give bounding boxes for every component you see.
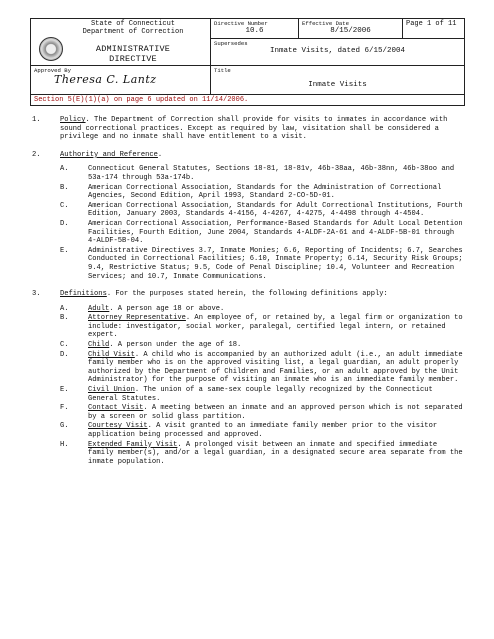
definition-item: F. Contact Visit. A meeting between an inmate and an approved person which is not separated by a screen or solid glass partition. xyxy=(60,404,463,421)
approved-by-cell xyxy=(31,66,211,95)
list-item: D. American Correctional Association, Performance-Based Standards for Adult Local Detention Facilities, Fourth Edition, June 2004, Standards 4-ALDF-2A-61 and 4-ALDF-5B-01 through 4-ALDF-5B-04. xyxy=(60,219,463,246)
state-name: State of Connecticut xyxy=(90,20,175,28)
definition-item: C. Child. A person under the age of 18. xyxy=(60,341,242,350)
directive-header xyxy=(30,18,465,106)
agency-cell xyxy=(31,19,211,66)
supersedes-label: Supersedes xyxy=(214,40,248,47)
directive-page xyxy=(30,18,464,475)
directive-body xyxy=(30,116,464,466)
effective-date-cell xyxy=(299,19,403,39)
directive-title: Inmate Visits xyxy=(308,81,367,89)
section-policy xyxy=(30,116,464,142)
supersedes-value: Inmate Visits, dated 6/15/2004 xyxy=(269,47,406,55)
directive-number-cell xyxy=(211,19,299,39)
definition-item: D. Child Visit. A child who is accompanied by an authorized adult (i.e., an adult immediate family member who is on the approved visiting list, a legal guardian, an adult properly authorized by the Department of Children and Families, or an adult approved by the Unit Administrator) for the purpose of visiting an inmate who is an immediate family member. xyxy=(60,350,463,385)
section-heading: Authority and Reference xyxy=(60,150,158,159)
definition-item: G. Courtesy Visit. A visit granted to an immediate family member prior to the visitor application being processed and approved. xyxy=(60,422,438,439)
admin-directive-title: ADMINISTRATIVE DIRECTIVE xyxy=(95,44,171,64)
section-number: 2. xyxy=(32,150,41,159)
directive-number-label: Directive Number xyxy=(214,20,268,27)
definition-item: A. Adult. A person age 18 or above. xyxy=(60,304,225,313)
supersedes-cell xyxy=(211,39,465,66)
section-heading: Definitions xyxy=(60,290,107,299)
section-number: 3. xyxy=(32,290,41,299)
effective-date-label: Effective Date xyxy=(302,20,349,27)
section-authority: 2. Authority and Reference. A. Connecticut General Statutes, Sections 18-81, 18-81v, 46b-38aa, 46b-38nn, 46b-38oo and 53a-174 through 53a-174b. B. American Correctional Association, Standards for the Administration of Correctional Agencies, Second Edition, April 1993, Standard 2-CO-5D-01. C. American Correctional Association, Standards for Adult Correctional Institutions, Fourth Edition, January 2003, Standards 4-4156, 4-4267, 4-4275, 4-4498 through 4-4504. D. American Correctional Association, Performance-Based Standards for Adult Local Detention Facilities, Fourth Edition, June 2004, Standards 4-ALDF-2A-61 and 4-ALDF-5B-01 through 4-ALDF-5B-04. E. Administrative Directives 3.7, Inmate Monies; 6.6, Reporting of Incidents; 6.7, Searches Conducted in Correctional Facilities; 6.10, Inmate Property; 6.14, Security Risk Groups; 9.4, Restrictive Status; 9.5, Code of Penal Discipline; 10.4, Volunteer and Recreation Services; and 10.7, Inmate Communications. xyxy=(32,150,463,281)
definition-item: B. Attorney Representative. An employee of, or retained by, a legal firm or organization to include: investigator, social worker, paralegal, certified legal intern, or retained expert. xyxy=(60,314,463,340)
update-notice: Section 5(E)(1)(a) on page 6 updated on 11/14/2006. xyxy=(31,95,465,106)
list-item: B. American Correctional Association, Standards for the Administration of Correctional Agencies, Second Edition, April 1993, Standard 2-CO-5D-01. xyxy=(60,183,442,201)
effective-date: 8/15/2006 xyxy=(330,27,371,35)
section-number: 1. xyxy=(32,116,41,124)
definition-item: H. Extended Family Visit. A prolonged visit between an inmate and specified immediate family member(s), and/or a legal guardian, in a designated secure area separate from the inmate population. xyxy=(60,440,463,466)
state-seal-icon xyxy=(39,37,63,61)
definition-item: E. Civil Union. The union of a same-sex couple legally recognized by the Connecticut General Statutes. xyxy=(60,386,433,403)
section-heading: Policy xyxy=(60,116,86,124)
section-definitions: 3. Definitions. For the purposes stated herein, the following definitions apply: A. Adult. A person age 18 or above. B. Attorney Representative. An employee of, or retained by, a legal firm or organization to include: investigator, social worker, paralegal, certified legal intern, or retained expert. C. Child. A person under the age of 18. D. Child Visit. A child who is accompanied by an authorized adult (i.e., an adult immediate family member who is on the approved visiting list, a legal guardian, an adult properly authorized by the Department of Children and Families, or an adult approved by the Unit Administrator) for the purpose of visiting an inmate who is an immediate family member. E. Civil Union. The union of a same-sex couple legally recognized by the Connecticut General Statutes. F. Contact Visit. A meeting between an inmate and an approved person which is not separated by a screen or solid glass partition. G. Courtesy Visit. A visit granted to an immediate family member prior to the visitor application being processed and approved. H. Extended Family Visit. A prolonged visit between an inmate and specified immediate family member(s), and/or a legal guardian, in a designated secure area separate from the inmate population. xyxy=(32,290,463,466)
list-item: E. Administrative Directives 3.7, Inmate Monies; 6.6, Reporting of Incidents; 6.7, Searches Conducted in Correctional Facilities; 6.10, Inmate Property; 6.14, Security Risk Groups; 9.4, Restrictive Status; 9.5, Code of Penal Discipline; 10.4, Volunteer and Recreation Services; and 10.7, Inmate Communications. xyxy=(60,246,463,281)
signature: Theresa C. Lantz xyxy=(54,73,157,86)
directive-number: 10.6 xyxy=(245,27,264,35)
list-item: C. American Correctional Association, Standards for Adult Correctional Institutions, Fourth Edition, January 2003, Standards 4-4156, 4-4267, 4-4275, 4-4498 through 4-4504. xyxy=(60,201,463,219)
section-text: . The Department of Correction shall provide for visits to inmates in accordance with sound correctional practices. Except as required by law, visitation shall be considered a privilege and no inmate shall have entitlement to a visit. xyxy=(60,116,448,142)
approved-by-label: Approved By xyxy=(34,67,71,74)
page-number: Page 1 of 11 xyxy=(406,20,457,28)
page-number-cell xyxy=(403,19,465,39)
list-item: A. Connecticut General Statutes, Sections 18-81, 18-81v, 46b-38aa, 46b-38nn, 46b-38oo and 53a-174 through 53a-174b. xyxy=(60,165,455,182)
department-name: Department of Correction xyxy=(82,28,184,36)
title-label: Title xyxy=(214,67,231,74)
title-cell xyxy=(211,66,465,95)
